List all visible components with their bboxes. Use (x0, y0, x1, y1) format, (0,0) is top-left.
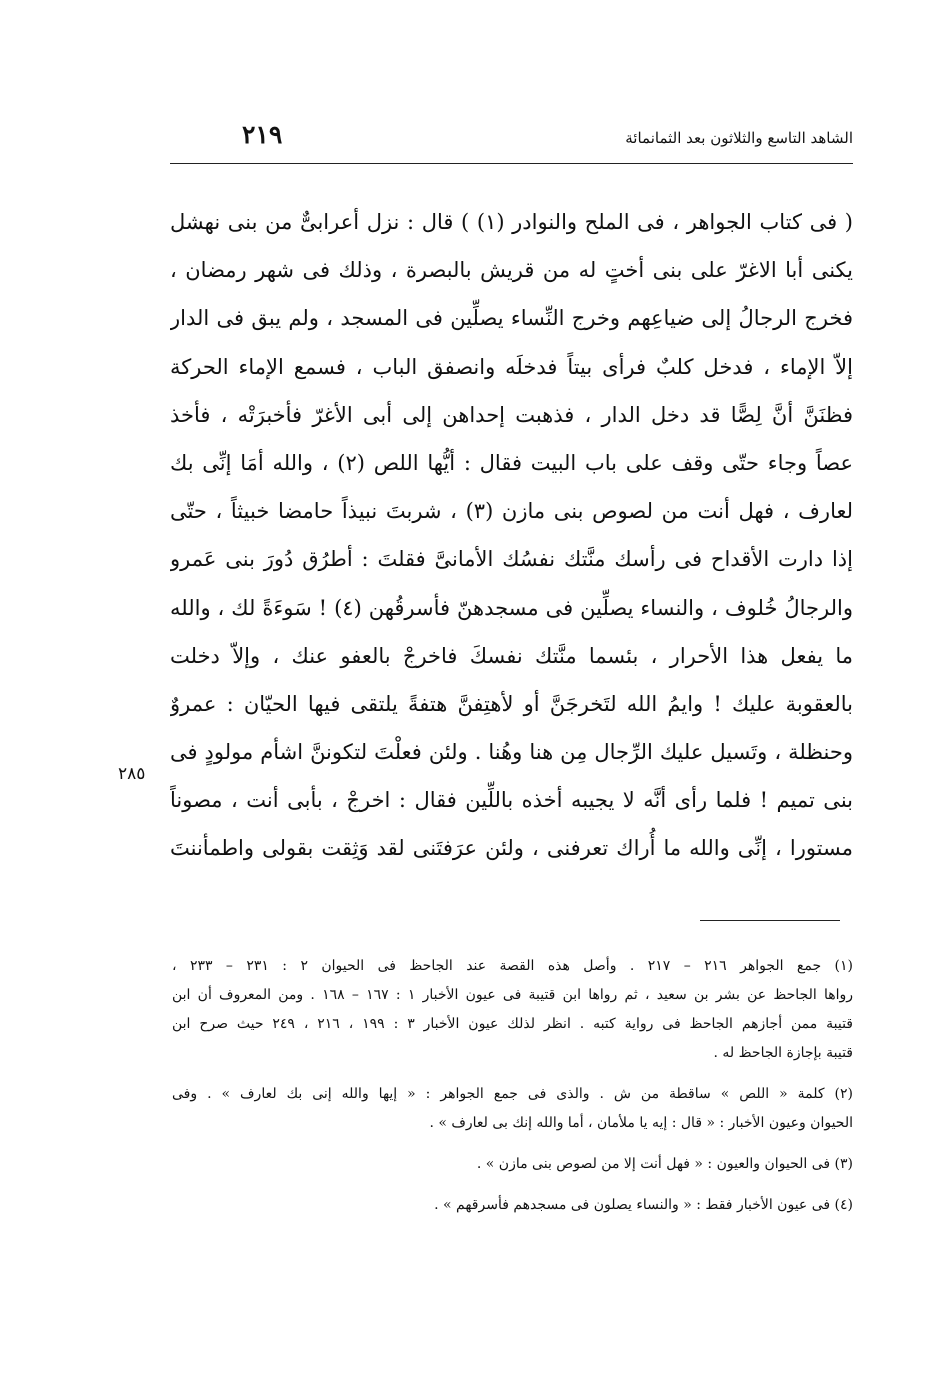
footnote-spacer (172, 1068, 853, 1080)
text-line: يكنى أبا الاغرّ على بنى أختٍ له من قريش بالبصرة ، وذلك فى شهر رمضان ، (170, 258, 853, 283)
footnote-spacer (172, 1179, 853, 1191)
text-line: مستورا ، إنِّى والله ما أُراك تعرفنى ، ولئن عرَفتَنى لقد وَثِقت بقولى واطمأننتَ (170, 836, 853, 861)
text-line: فخرج الرجالُ إلى ضياعِهم وخرج النِّساء يصلِّين فى المسجد ، ولم يبق فى الدار (170, 306, 853, 331)
page-header (170, 118, 853, 158)
footnote-line: قتيبة ممن أجازهم الجاحظ فى رواية كتبه . انظر لذلك عيون الأخبار ٣ : ١٩٩ ، ٢١٦ ، ٢٤٩ حيث صرح ابن (172, 1016, 853, 1032)
text-line: ما يفعل هذا الأحرار ، بئسما منَّتك نفسكَ فاخرجْ بالعفو عنك ، وإلاّ دخلت (170, 643, 853, 668)
footnote-line: قتيبة بإجازة الجاحظ له . (713, 1045, 853, 1061)
footnote-4: (٤) فى عيون الأخبار فقط : « والنساء يصلون فى مسجدهم فأسرقهم » . (434, 1197, 853, 1213)
text-line: عصاً وجاء حتّى وقف على باب البيت فقال : أيُّها اللص (٢) ، والله أمَا إنِّى بك (170, 450, 853, 475)
header-rule (170, 163, 853, 164)
text-line: بالعقوبة عليك ! وايمُ الله لتَخرجَنَّ أو لأهتِفنَّ هتفةً يلتقى فيها الحيّان : عمروٌ (170, 691, 853, 716)
margin-reference-number: ٢٨٥ (118, 764, 146, 784)
footnote-line: الحيوان وعيون الأخبار : « قال : إيه يا ملأمان ، أما والله إنك بى لعارف » . (429, 1115, 853, 1131)
footnote-line: (٢) كلمة « اللص » ساقطة من ش . والذى فى جمع الجواهر : « إيها والله إنى بك لعارف » . وفى (172, 1086, 853, 1102)
text-line: بنى تميم ! فلما رأى أنَّه لا يجيبه أخذه باللِّين فقال : اخرجْ ، بأبى أنت ، مصوناً (170, 788, 853, 813)
text-line: والرجالُ خُلوف ، والنساء يصلِّين فى مسجدهنّ فأسرقُهن (٤) ! سَوءَةً لك ، والله (170, 595, 853, 620)
text-line: لعارف ، فهل أنت من لصوص بنى مازن (٣) ، شربتَ نبيذاً حامضا خبيثاً ، حتّى (170, 499, 853, 524)
text-line: إذا دارت الأقداح فى رأسك منَّتك نفسُك الأمانىَّ فقلتَ : أطرُق دُورَ بنى عَمرو (170, 547, 853, 572)
text-line: فظنَنَّ أنَّ لِصًّا قد دخل الدار ، فذهبت إحداهن إلى أبى الأغرّ فأخبرَتْه ، فأخذ (170, 402, 853, 427)
text-line: ( فى كتاب الجواهر ، فى الملح والنوادر (١) ) قال : نزل أعرابىٌّ من بنى نهشل (170, 210, 853, 234)
footnote-3: (٣) فى الحيوان والعيون : « فهل أنت إلا من لصوص بنى مازن » . (476, 1156, 853, 1172)
text-line: إلاّ الإماء ، فدخل كلبٌ فرأى بيتاً فدخلَه وانصفق الباب ، فسمع الإماء الحركة (170, 354, 853, 379)
footnote-1 (172, 952, 853, 1068)
footnote-spacer (172, 1138, 853, 1150)
footnote-rule (700, 920, 840, 921)
footnote-2 (172, 1080, 853, 1138)
page-number: ٢١٩ (242, 120, 283, 149)
footnotes (172, 952, 853, 1220)
running-title: الشاهد التاسع والثلاثون بعد الثمانمائة (625, 129, 853, 147)
footnote-line: (١) جمع الجواهر ٢١٦ – ٢١٧ . وأصل هذه القصة عند الجاحظ فى الحيوان ٢ : ٢٣١ – ٢٣٣ ، (172, 958, 853, 974)
text-line: وحنظلة ، وتَسيل عليك الرِّجال مِن هنا وهُنا . ولئن فعلْتَ لتكوننَّ اشأم مولودٍ فى (170, 740, 853, 765)
footnote-line: رواها الجاحظ عن بشر بن سعيد ، ثم رواها ابن قتيبة فى عيون الأخبار ١ : ١٦٧ – ١٦٨ . ومن المعروف أن ابن (172, 987, 853, 1003)
main-text (170, 198, 853, 873)
